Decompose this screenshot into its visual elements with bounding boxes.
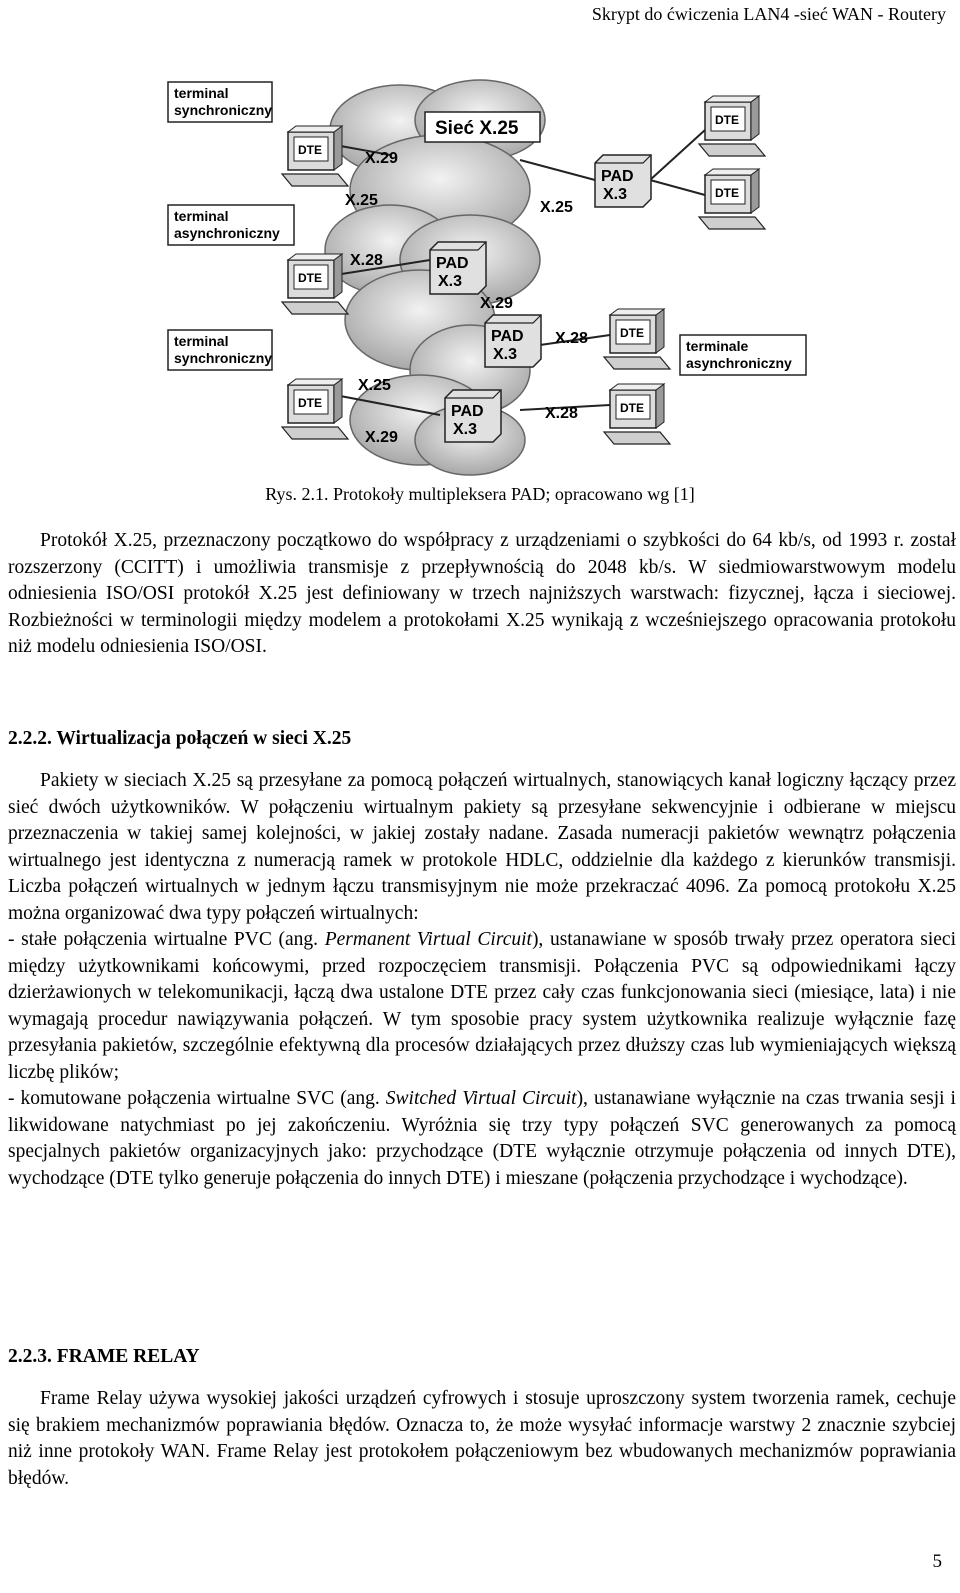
label-terms-async [680, 335, 806, 375]
dte-computer-1 [282, 126, 348, 186]
bullet-pvc [8, 927, 956, 1086]
figure-caption: Rys. 2.1. Protokoły multipleksera PAD; opracowano wg [1] [265, 484, 695, 504]
bullet-svc-term: Switched Virtual Circuit [385, 1088, 577, 1109]
page-number: 5 [932, 1551, 942, 1572]
svg-text:DTE: DTE [298, 271, 322, 285]
svg-text:X.3: X.3 [493, 346, 518, 363]
label-x25-c: X.25 [358, 377, 391, 394]
dte-computer-7 [604, 384, 670, 444]
svg-text:DTE: DTE [620, 326, 644, 340]
svg-text:terminal: terminal [174, 208, 229, 224]
svg-text:terminal: terminal [174, 333, 229, 349]
section-heading-2-2-2: 2.2.2. Wirtualizacja połączeń w sieci X.25 [8, 728, 352, 749]
label-x29-a: X.29 [365, 150, 398, 167]
body-section-2-2-2 [8, 768, 956, 1192]
dte-computer-3 [282, 379, 348, 439]
paragraph-3: Frame Relay używa wysokiej jakości urządzeń cyfrowych i stosuje uproszczony system tworzenia ramek, cechuje się brakiem mechanizmów poprawiania błędów. Oznacza to, że może wysyłać informacje warstwy 2 znacznie szybciej niż inne protokoły WAN. Frame Relay jest protokołem połączeniowym bez wbudowanych mechanizmów poprawiania błędów. [8, 1388, 956, 1489]
label-x25-a: X.25 [345, 192, 378, 209]
bullet-svc [8, 1086, 956, 1192]
dte-computer-6 [604, 309, 670, 369]
pad-box-4 [445, 390, 501, 442]
pad-box-1 [595, 155, 651, 207]
bullet-pvc-term: Permanent Virtual Circuit [324, 929, 532, 950]
label-x29-b: X.29 [480, 295, 513, 312]
label-term-async [168, 205, 294, 245]
svg-text:DTE: DTE [715, 113, 739, 127]
network-title [425, 112, 540, 142]
svg-text:PAD: PAD [436, 255, 469, 272]
bullet-pvc-pre: - stałe połączenia wirtualne PVC (ang. [8, 929, 325, 950]
paragraph-2: Pakiety w sieciach X.25 są przesyłane za pomocą połączeń wirtualnych, stanowiących kanał logiczny łączący przez sieć dwóch użytkowników. W połączeniu wirtualnym pakiety są przesyłane sekwencyjnie i odbierane w miejscu przeznaczenia w takiej samej kolejności, w jakiej zostały nadane. Zasada numeracji pakietów wewnątrz połączenia wirtualnego jest identyczna z numeracją ramek w protokole HDLC, oddzielnie dla każdego z kierunków transmisji. Liczba połączeń wirtualnych w jednym łączu transmisyjnym nie może przekraczać 4096. Za pomocą protokołu X.25 można organizować dwa typy połączeń wirtualnych: [8, 770, 956, 924]
svg-text:DTE: DTE [298, 143, 322, 157]
svg-text:terminale: terminale [686, 338, 749, 354]
body-section-2-2-3 [8, 1386, 956, 1492]
svg-text:Sieć X.25: Sieć X.25 [435, 118, 519, 139]
bullet-svc-pre: - komutowane połączenia wirtualne SVC (ang. [8, 1088, 386, 1109]
svg-text:PAD: PAD [491, 328, 524, 345]
label-x28-c: X.28 [545, 405, 578, 422]
svg-text:asynchroniczny: asynchroniczny [686, 355, 792, 371]
bullet-svc-post: ), ustanawiane wyłącznie na czas trwania sesji i likwidowane natychmiast po jej zakończeniu. Wyróżnia się trzy typy połączeń SVC generowanych za pomocą specjalnych pakietów organizacyjnych jako: przychodzące (DTE wyłącznie otrzymuje połączenia od innych DTE), wychodzące (DTE tylko generuje połączenia do innych DTE) i mieszane (połączenia przychodzące i wychodzące). [8, 1088, 956, 1189]
label-term-sync-2 [168, 330, 272, 370]
svg-text:X.3: X.3 [438, 273, 463, 290]
pad-box-3 [485, 315, 541, 367]
svg-text:terminal: terminal [174, 85, 229, 101]
page-header: Skrypt do ćwiczenia LAN4 -sieć WAN - Routery [591, 4, 946, 24]
dte-computer-2 [282, 254, 348, 314]
svg-text:PAD: PAD [451, 403, 484, 420]
label-x28-b: X.28 [555, 330, 588, 347]
svg-text:synchroniczny: synchroniczny [174, 102, 273, 118]
svg-text:PAD: PAD [601, 168, 634, 185]
label-x25-b: X.25 [540, 199, 573, 216]
label-x28-a: X.28 [350, 252, 383, 269]
svg-text:X.3: X.3 [603, 186, 628, 203]
label-term-sync-1 [168, 82, 272, 122]
paragraph-1 [8, 528, 956, 661]
svg-text:DTE: DTE [715, 186, 739, 200]
svg-text:asynchroniczny: asynchroniczny [174, 225, 280, 241]
pad-box-2 [430, 242, 486, 294]
svg-text:X.3: X.3 [453, 421, 478, 438]
svg-text:DTE: DTE [620, 401, 644, 415]
svg-text:DTE: DTE [298, 396, 322, 410]
x25-pad-diagram [140, 60, 830, 480]
dte-computer-4 [699, 96, 765, 156]
bullet-pvc-post: ), ustanawiane w sposób trwały przez operatora sieci między użytkownikami końcowymi, przed rozpoczęciem transmisji. Połączenia PVC są odpowiednikami łączy dzierżawionych w telekomunikacji, łączą dwa ustalone DTE przez cały czas funkcjonowania sieci (miesiące, lata) i nie wymagają procedur nawiązywania połączeń. W tym sposobie pracy system użytkownika realizuje wyłącznie fazę przesyłania pakietów, szczególnie efektywną dla procesów działających przez dłuższy czas lub wymieniających większą liczbę plików; [8, 929, 956, 1083]
label-x29-c: X.29 [365, 429, 398, 446]
paragraph-1-text: Protokół X.25, przeznaczony początkowo do współpracy z urządzeniami o szybkości do 64 kb/s, od 1993 r. został rozszerzony (CCITT) i umożliwia transmisje z przepływnością do 2048 kb/s. W siedmiowarstwowym modelu odniesienia ISO/OSI protokół X.25 jest definiowany w trzech najniższych warstwach: fizycznej, łącza i sieciowej. Rozbieżności w terminologii między modelem a protokołami X.25 wynikają z wcześniejszego opracowania protokołu niż modelu odniesienia ISO/OSI. [8, 530, 956, 657]
svg-text:synchroniczny: synchroniczny [174, 350, 273, 366]
section-heading-2-2-3: 2.2.3. FRAME RELAY [8, 1346, 200, 1367]
dte-computer-5 [699, 169, 765, 229]
